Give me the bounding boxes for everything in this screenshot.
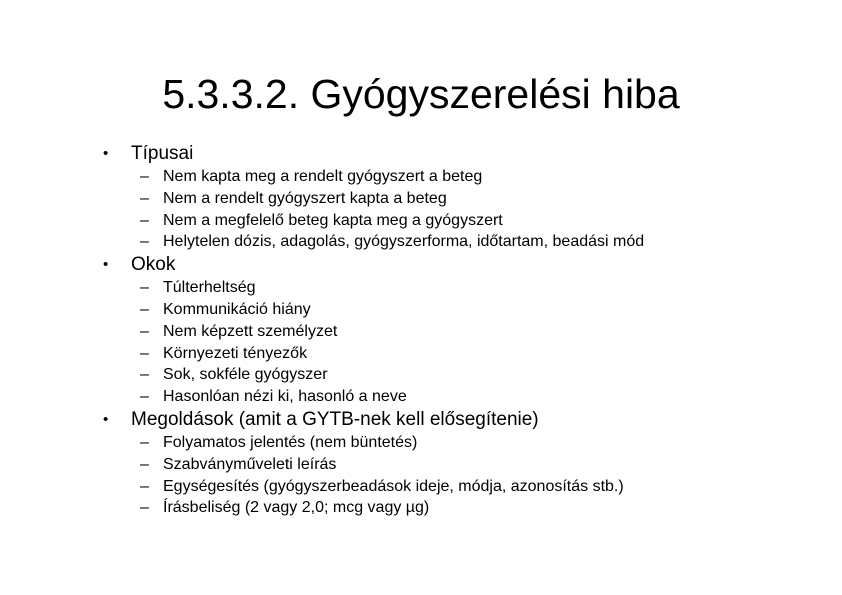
list-item-text: Hasonlóan nézi ki, hasonló a neve bbox=[163, 388, 407, 406]
list-item-text: Túlterheltség bbox=[163, 279, 256, 297]
dash-icon: – bbox=[140, 433, 149, 451]
dash-icon: – bbox=[140, 455, 149, 473]
section-heading-tipusai bbox=[100, 142, 820, 166]
list-item-text: Írásbeliség (2 vagy 2,0; mcg vagy µg) bbox=[163, 499, 430, 517]
list-item bbox=[100, 364, 820, 386]
section-heading-okok bbox=[100, 253, 820, 277]
dash-icon: – bbox=[140, 300, 149, 318]
list-item bbox=[100, 321, 820, 343]
list-item-text: Helytelen dózis, adagolás, gyógyszerforma, időtartam, beadási mód bbox=[163, 233, 645, 251]
list-item-text: Nem a megfelelő beteg kapta meg a gyógyszert bbox=[163, 211, 503, 229]
sub-list-okok bbox=[100, 277, 820, 408]
list-item-text: Szabványműveleti leírás bbox=[163, 455, 337, 473]
list-item-text: Nem a rendelt gyógyszert kapta a beteg bbox=[163, 189, 447, 207]
dash-icon: – bbox=[140, 168, 149, 185]
bullet-icon: • bbox=[103, 410, 109, 428]
section-heading-label: Megoldások (amit a GYTB-nek kell elősegítenie) bbox=[131, 408, 539, 430]
list-item-text: Egységesítés (gyógyszerbeadások ideje, módja, azonosítás stb.) bbox=[163, 477, 624, 495]
sub-list-tipusai bbox=[100, 166, 820, 253]
list-item-text: Nem képzett személyzet bbox=[163, 322, 338, 340]
dash-icon: – bbox=[140, 366, 149, 384]
list-item bbox=[100, 231, 820, 253]
dash-icon: – bbox=[140, 344, 149, 362]
dash-icon: – bbox=[140, 211, 149, 229]
slide-content bbox=[100, 142, 820, 519]
list-item bbox=[100, 343, 820, 365]
section-heading-label: Okok bbox=[131, 254, 176, 276]
list-item-text: Környezeti tényezők bbox=[163, 344, 308, 362]
list-item bbox=[100, 188, 820, 210]
list-item-text: Nem kapta meg a rendelt gyógyszert a beteg bbox=[163, 168, 483, 185]
slide-title: 5.3.3.2. Gyógyszerelési hiba bbox=[162, 71, 680, 117]
list-item-text: Folyamatos jelentés (nem büntetés) bbox=[163, 433, 418, 451]
sub-list-megoldasok bbox=[100, 432, 820, 519]
list-item bbox=[100, 166, 820, 188]
bullet-icon: • bbox=[103, 145, 109, 162]
dash-icon: – bbox=[140, 499, 149, 517]
list-item bbox=[100, 210, 820, 232]
list-item-text: Kommunikáció hiány bbox=[163, 300, 311, 318]
list-item bbox=[100, 476, 820, 498]
dash-icon: – bbox=[140, 189, 149, 207]
list-item bbox=[100, 497, 820, 519]
dash-icon: – bbox=[140, 279, 149, 297]
list-item bbox=[100, 299, 820, 321]
list-item bbox=[100, 432, 820, 454]
section-heading-megoldasok bbox=[100, 408, 820, 432]
list-item bbox=[100, 454, 820, 476]
list-item bbox=[100, 277, 820, 299]
list-item bbox=[100, 386, 820, 408]
section-heading-label: Típusai bbox=[131, 143, 194, 164]
dash-icon: – bbox=[140, 233, 149, 251]
dash-icon: – bbox=[140, 477, 149, 495]
bullet-icon: • bbox=[103, 256, 109, 274]
list-item-text: Sok, sokféle gyógyszer bbox=[163, 366, 328, 384]
dash-icon: – bbox=[140, 322, 149, 340]
dash-icon: – bbox=[140, 388, 149, 406]
